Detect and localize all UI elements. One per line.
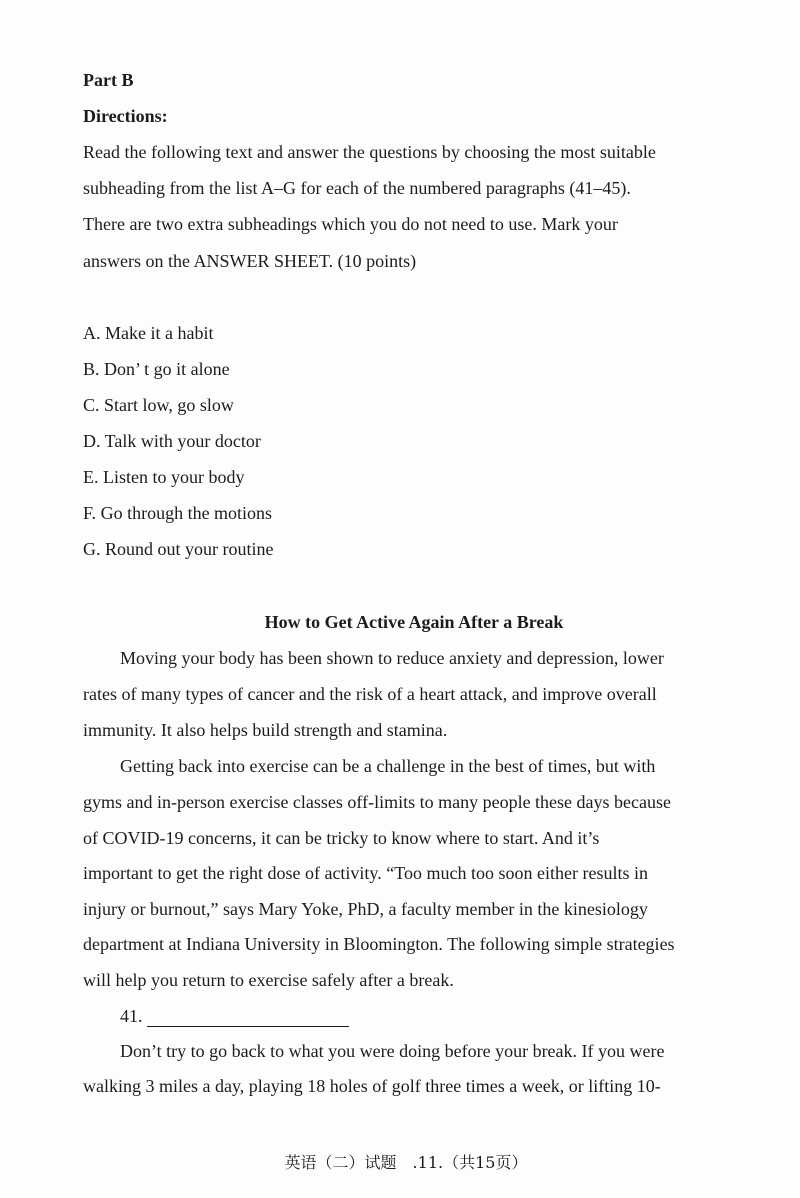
directions-line: answers on the ANSWER SHEET. (10 points) <box>83 251 417 271</box>
section-title: Part B <box>83 70 134 90</box>
paragraph-1-line: rates of many types of cancer and the risk of a heart attack, and improve overall <box>83 684 657 704</box>
article-title: How to Get Active Again After a Break <box>264 612 564 632</box>
paragraph-2-line: department at Indiana University in Bloomington. The following simple strategies <box>83 934 675 954</box>
directions-line: There are two extra subheadings which you do not need to use. Mark your <box>83 214 618 234</box>
answer-blank-line <box>147 1012 349 1027</box>
question-number: 41. <box>120 1006 143 1026</box>
paragraph-2-line: will help you return to exercise safely after a break. <box>83 970 454 990</box>
paragraph-1-line: immunity. It also helps build strength and stamina. <box>83 720 448 740</box>
option-f: F. Go through the motions <box>83 503 273 523</box>
paragraph-2-line: injury or burnout,” says Mary Yoke, PhD, a faculty member in the kinesiology <box>83 899 648 919</box>
directions-line: Read the following text and answer the questions by choosing the most suitable <box>83 142 656 162</box>
paragraph-2-line: of COVID-19 concerns, it can be tricky to know where to start. And it’s <box>83 828 600 848</box>
question-41-blank[interactable] <box>120 1006 349 1027</box>
option-e: E. Listen to your body <box>83 467 245 487</box>
page-footer: 英语（二）试题 .11.（共15页） <box>284 1153 528 1172</box>
paragraph-2-line: important to get the right dose of activity. “Too much too soon either results in <box>83 863 648 883</box>
paragraph-2-line: gyms and in-person exercise classes off-limits to many people these days because <box>83 792 671 812</box>
directions-heading: Directions: <box>83 106 168 126</box>
paragraph-2-line: Getting back into exercise can be a challenge in the best of times, but with <box>120 756 656 776</box>
option-g: G. Round out your routine <box>83 539 274 559</box>
paragraph-3-line: Don’t try to go back to what you were doing before your break. If you were <box>120 1041 665 1061</box>
option-d: D. Talk with your doctor <box>83 431 261 451</box>
option-a: A. Make it a habit <box>83 323 214 343</box>
paragraph-1-line: Moving your body has been shown to reduce anxiety and depression, lower <box>120 648 664 668</box>
option-b: B. Don’ t go it alone <box>83 359 230 379</box>
paragraph-3-line: walking 3 miles a day, playing 18 holes of golf three times a week, or lifting 10- <box>83 1076 661 1096</box>
option-c: C. Start low, go slow <box>83 395 234 415</box>
directions-line: subheading from the list A–G for each of the numbered paragraphs (41–45). <box>83 178 631 198</box>
